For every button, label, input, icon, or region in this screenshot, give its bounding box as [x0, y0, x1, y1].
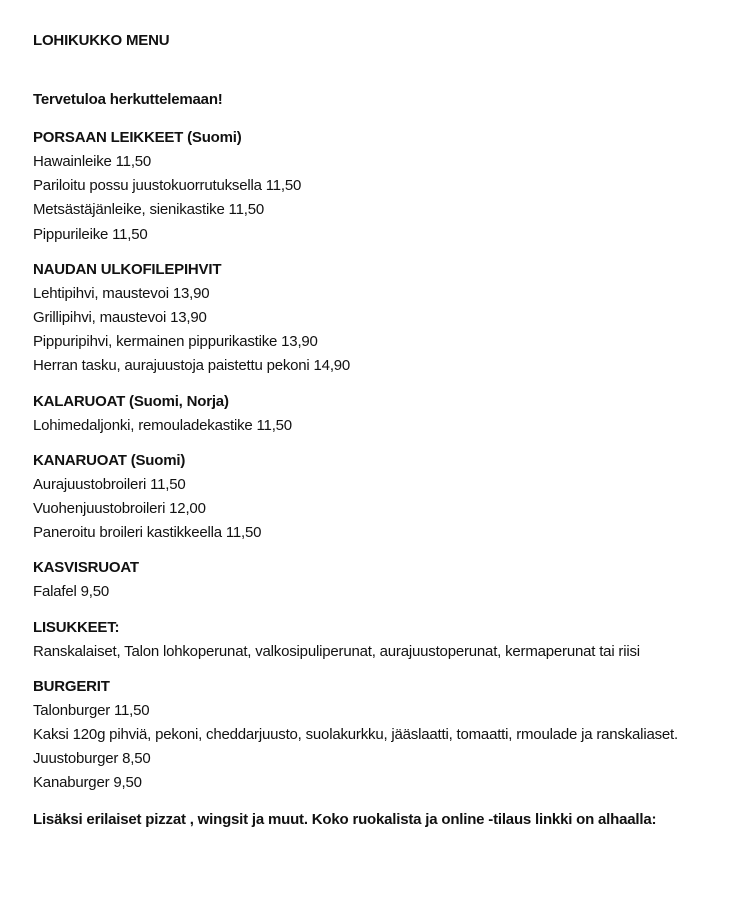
menu-item: Paneroitu broileri kastikkeella 11,50 — [33, 524, 262, 542]
section-heading: LISUKKEET: — [33, 618, 120, 636]
section-heading: PORSAAN LEIKKEET (Suomi) — [33, 129, 242, 146]
menu-content — [33, 126, 693, 833]
section-heading: KASVISRUOAT — [33, 559, 139, 577]
menu-title: LOHIKUKKO MENU — [33, 32, 170, 49]
section-sides — [33, 616, 693, 664]
section-heading: KALARUOAT (Suomi, Norja) — [33, 392, 229, 410]
menu-item: Vuohenjuustobroileri 12,00 — [33, 500, 206, 518]
section-beef-steaks — [33, 258, 693, 379]
menu-item: Grillipihvi, maustevoi 13,90 — [33, 309, 207, 327]
section-heading: BURGERIT — [33, 677, 110, 695]
footer-note: Lisäksi erilaiset pizzat , wingsit ja muut. Koko ruokalista ja online -tilaus linkki on alhaalla: — [33, 810, 657, 828]
menu-item: Kanaburger 9,50 — [33, 774, 142, 792]
menu-item: Falafel 9,50 — [33, 583, 109, 601]
menu-item: Talonburger 11,50 — [33, 701, 150, 719]
menu-item: Pippuripihvi, kermainen pippurikastike 13,90 — [33, 333, 318, 351]
menu-item: Lehtipihvi, maustevoi 13,90 — [33, 284, 210, 302]
menu-item-description: Kaksi 120g pihviä, pekoni, cheddarjuusto, suolakurkku, jääslaatti, tomaatti, rmoulade ja ranskaliaset. — [33, 726, 678, 744]
section-pork-cutlets — [33, 126, 693, 247]
menu-item: Pippurileike 11,50 — [33, 225, 148, 243]
section-heading: NAUDAN ULKOFILEPIHVIT — [33, 260, 222, 278]
menu-item: Pariloitu possu juustokuorrutuksella 11,50 — [33, 177, 302, 195]
section-chicken-dishes — [33, 449, 693, 546]
section-heading: KANARUOAT (Suomi) — [33, 451, 186, 469]
menu-item: Metsästäjänleike, sienikastike 11,50 — [33, 201, 264, 219]
menu-item: Ranskalaiset, Talon lohkoperunat, valkosipuliperunat, aurajuustoperunat, kermaperunat tai riisi — [33, 642, 640, 660]
menu-item: Aurajuustobroileri 11,50 — [33, 475, 186, 493]
section-burgers — [33, 675, 693, 796]
welcome-text: Tervetuloa herkuttelemaan! — [33, 91, 223, 108]
section-fish-dishes — [33, 390, 693, 438]
menu-item: Hawainleike 11,50 — [33, 153, 152, 170]
menu-item: Lohimedaljonki, remouladekastike 11,50 — [33, 416, 292, 434]
menu-item: Juustoburger 8,50 — [33, 750, 151, 768]
menu-item: Herran tasku, aurajuustoja paistettu pekoni 14,90 — [33, 357, 351, 375]
section-vegetarian — [33, 556, 693, 604]
